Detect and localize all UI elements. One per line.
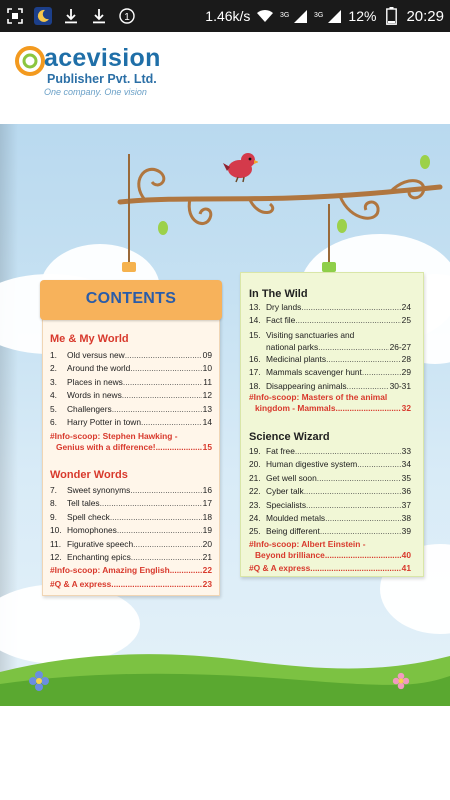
section-heading-me-my-world: Me & My World [50, 333, 129, 345]
toc-num: 6. [50, 417, 57, 428]
toc-page: 23 [202, 578, 212, 589]
toc-num: 15. [249, 329, 261, 340]
toc-page: 32 [401, 403, 411, 413]
toc-title: Words in news [67, 390, 122, 401]
toc-title: kingdom - Mammals [255, 403, 336, 413]
toc-entry[interactable] [50, 484, 212, 497]
toc-entry[interactable] [50, 362, 212, 375]
toc-page: 38 [401, 513, 411, 524]
toc-title: Sweet synonyms [67, 485, 131, 495]
toc-entry[interactable] [50, 497, 212, 510]
notification-count-icon [118, 7, 136, 25]
section-heading-science-wizard: Science Wizard [249, 431, 330, 443]
toc-page: 22 [202, 565, 212, 576]
toc-entry[interactable] [249, 485, 411, 498]
toc-entry[interactable] [249, 445, 411, 458]
toc-dots [295, 314, 400, 327]
toc-title: Cyber talk [266, 486, 304, 497]
toc-page: 25 [401, 315, 411, 326]
toc-page: 37 [401, 499, 411, 510]
toc-dots [133, 538, 202, 551]
toc-page: 17 [202, 498, 212, 509]
toc-title-line-wrap [249, 550, 411, 561]
toc-num: 21. [249, 472, 261, 483]
toc-title-line-wrap [249, 403, 411, 414]
toc-dots [125, 349, 202, 362]
toc-entry-info-scoop-mammals[interactable] [249, 392, 411, 414]
toc-page: 11 [203, 376, 212, 387]
toc-page: 35 [401, 472, 411, 483]
toc-num: 14. [249, 315, 261, 326]
toc-dots [100, 497, 202, 510]
status-bar [0, 0, 450, 32]
toc-num: 17. [249, 367, 261, 378]
toc-title: Dry lands [266, 302, 302, 312]
toc-title: Genius with a difference! [56, 442, 156, 452]
section-heading-wonder-words: Wonder Words [50, 469, 128, 481]
toc-title: Places in news [67, 376, 123, 387]
hanging-rope [128, 154, 130, 264]
toc-entry-info-scoop-einstein[interactable] [249, 539, 411, 561]
toc-entry[interactable] [50, 349, 212, 362]
publisher-header [0, 32, 450, 124]
signal-icon [280, 7, 308, 25]
acevision-logo-icon [13, 44, 47, 78]
toc-num: 13. [249, 302, 261, 312]
toc-dots [130, 362, 201, 375]
toc-dots [141, 416, 202, 429]
signal-icon [314, 7, 342, 25]
toc-dots [336, 403, 401, 414]
toc-num: 24. [249, 513, 261, 524]
toc-page: 10 [202, 363, 212, 374]
toc-dots [112, 403, 202, 416]
toc-dots [130, 484, 201, 497]
toc-list-science-wizard-extra [249, 562, 411, 575]
toc-title: Tell tales [67, 498, 100, 509]
toc-entry[interactable] [249, 353, 411, 366]
toc-dots [111, 578, 201, 591]
toc-list-me-my-world [50, 349, 212, 429]
brand-name: acevision [44, 44, 161, 72]
toc-entry[interactable] [249, 301, 411, 314]
toc-dots [131, 551, 202, 564]
toc-dots [318, 341, 388, 353]
toc-list-science-wizard [249, 445, 411, 539]
toc-entry[interactable] [249, 366, 411, 379]
toc-title: Mammals scavenger hunt [266, 367, 362, 378]
toc-title-line: #Info-scoop: Stephen Hawking - [50, 431, 178, 441]
toc-dots [325, 512, 401, 525]
toc-dots [362, 366, 401, 379]
toc-page: 12 [202, 390, 212, 401]
toc-page: 26-27 [389, 341, 411, 352]
toc-page: 39 [401, 526, 411, 537]
toc-num: 1. [50, 350, 57, 360]
toc-page: 18 [202, 511, 212, 522]
toc-indent [249, 341, 266, 353]
company-name: Publisher Pvt. Ltd. [47, 72, 157, 86]
toc-num: 16. [249, 353, 261, 364]
toc-entry[interactable] [50, 389, 212, 402]
svg-text:3G: 3G [314, 12, 324, 19]
svg-text:1: 1 [124, 12, 130, 23]
toc-num: 8. [50, 498, 57, 509]
toc-dots [310, 562, 400, 575]
toc-dots [301, 301, 400, 314]
toc-entry[interactable] [50, 416, 212, 429]
toc-page: 41 [401, 563, 411, 573]
tagline: One company. One vision [44, 87, 147, 97]
flower-icon [392, 672, 410, 690]
toc-dots [123, 376, 202, 389]
toc-list-in-the-wild [249, 301, 411, 393]
toc-num: 12. [50, 552, 62, 563]
toc-num: 5. [50, 403, 57, 414]
toc-entry[interactable] [50, 538, 212, 551]
toc-page: 14 [202, 417, 212, 428]
toc-dots [304, 485, 401, 498]
toc-page: 24 [401, 302, 411, 312]
download-icon [90, 7, 108, 25]
toc-dots [326, 353, 401, 366]
toc-num: 10. [50, 525, 62, 536]
toc-num: 25. [249, 526, 261, 537]
toc-page: 19 [202, 525, 212, 536]
toc-entry[interactable] [249, 512, 411, 525]
toc-list-wonder-words [50, 484, 212, 591]
toc-page: 13 [202, 403, 212, 414]
toc-entry[interactable] [249, 458, 411, 471]
moon-icon [34, 7, 52, 25]
toc-title: Specialists [266, 499, 307, 510]
toc-title: #Q & A express [50, 578, 112, 589]
toc-num: 4. [50, 390, 57, 401]
toc-page: 29 [401, 367, 411, 378]
toc-title: Old versus new [67, 350, 125, 360]
tree-branch [110, 142, 450, 252]
toc-entry-multiline-cont[interactable] [249, 341, 411, 353]
toc-num: 3. [50, 376, 57, 387]
bird-icon [222, 149, 258, 183]
toc-page: 36 [401, 486, 411, 497]
toc-page: 21 [202, 552, 212, 563]
toc-title: Medicinal plants [266, 353, 327, 364]
wifi-icon [256, 7, 274, 25]
toc-num: 19. [249, 446, 261, 456]
toc-entry[interactable] [249, 314, 411, 327]
toc-entry-qa-express[interactable] [249, 562, 411, 575]
toc-dots [122, 389, 202, 402]
toc-num: 23. [249, 499, 261, 510]
toc-dots [295, 445, 401, 458]
toc-title-line: #Info-scoop: Masters of the animal [249, 392, 388, 402]
toc-page: 40 [401, 550, 411, 560]
toc-dots [306, 499, 401, 512]
toc-num: 18. [249, 380, 261, 391]
toc-entry-info-scoop-hawking[interactable] [50, 431, 212, 453]
toc-title: Spell check [67, 511, 110, 522]
toc-title: Fact file [266, 315, 296, 326]
battery-percent: 12% [348, 8, 377, 24]
toc-entry[interactable] [50, 403, 212, 416]
toc-title: Enchanting epics [67, 552, 131, 563]
toc-dots [117, 524, 202, 537]
toc-title: national parks [266, 341, 319, 352]
toc-title: Visiting sanctuaries and [266, 329, 355, 340]
toc-dots [325, 550, 401, 561]
toc-title: Harry Potter in town [67, 417, 142, 428]
toc-title: Beyond brilliance [255, 550, 325, 560]
toc-page: 30-31 [389, 380, 411, 391]
toc-dots [317, 472, 401, 485]
toc-title: Fat free [266, 446, 295, 456]
toc-entry[interactable] [249, 472, 411, 485]
toc-page: 34 [401, 459, 411, 470]
flower-icon [28, 670, 50, 692]
toc-title: Figurative speech [67, 538, 134, 549]
toc-entry[interactable] [249, 525, 411, 538]
toc-title: #Q & A express [249, 563, 311, 573]
download-icon [62, 7, 80, 25]
toc-page: 33 [401, 446, 411, 456]
toc-title: Being different [266, 526, 320, 537]
clock: 20:29 [406, 7, 444, 25]
toc-num: 2. [50, 363, 57, 374]
section-heading-in-the-wild: In The Wild [249, 288, 308, 300]
toc-title-line: #Info-scoop: Albert Einstein - [249, 539, 366, 549]
toc-title: Challengers [67, 403, 112, 414]
toc-page: 20 [202, 538, 212, 549]
toc-title: Moulded metals [266, 513, 326, 524]
toc-entry[interactable] [50, 524, 212, 537]
toc-entry-qa-express[interactable] [50, 578, 212, 591]
toc-title: Get well soon [266, 472, 317, 483]
toc-dots [170, 564, 202, 577]
toc-title: Homophones [67, 525, 117, 536]
toc-entry[interactable] [50, 551, 212, 564]
toc-dots [320, 525, 401, 538]
toc-num: 20. [249, 459, 261, 470]
grass-ground [0, 642, 450, 706]
toc-page: 28 [401, 353, 411, 364]
peg-clip [322, 262, 336, 272]
battery-icon [382, 7, 400, 25]
toc-page: 16 [202, 485, 212, 495]
network-speed: 1.46k/s [205, 8, 251, 24]
toc-dots [357, 458, 400, 471]
toc-title: Disappearing animals [266, 380, 347, 391]
toc-page: 15 [202, 442, 212, 452]
svg-text:3G: 3G [280, 12, 290, 19]
toc-entry[interactable] [249, 499, 411, 512]
contents-title: CONTENTS [85, 290, 177, 307]
screenshot-icon [6, 7, 24, 25]
toc-dots [110, 511, 202, 524]
toc-num: 22. [249, 486, 261, 497]
contents-header-tab [40, 280, 222, 320]
toc-num: 9. [50, 511, 57, 522]
toc-entry-multiline[interactable] [249, 330, 411, 341]
toc-title-line-wrap [50, 442, 212, 453]
toc-title: Around the world [67, 363, 131, 374]
toc-page: 09 [202, 350, 212, 360]
toc-num: 7. [50, 485, 57, 495]
toc-entry[interactable] [50, 511, 212, 524]
peg-clip [122, 262, 136, 272]
toc-entry-info-scoop-english[interactable] [50, 564, 212, 577]
toc-title: Human digestive system [266, 459, 358, 470]
toc-num: 11. [50, 538, 62, 549]
hanging-rope [328, 204, 330, 264]
toc-title: #Info-scoop: Amazing English [50, 565, 170, 576]
toc-dots [156, 442, 202, 453]
toc-entry[interactable] [50, 376, 212, 389]
